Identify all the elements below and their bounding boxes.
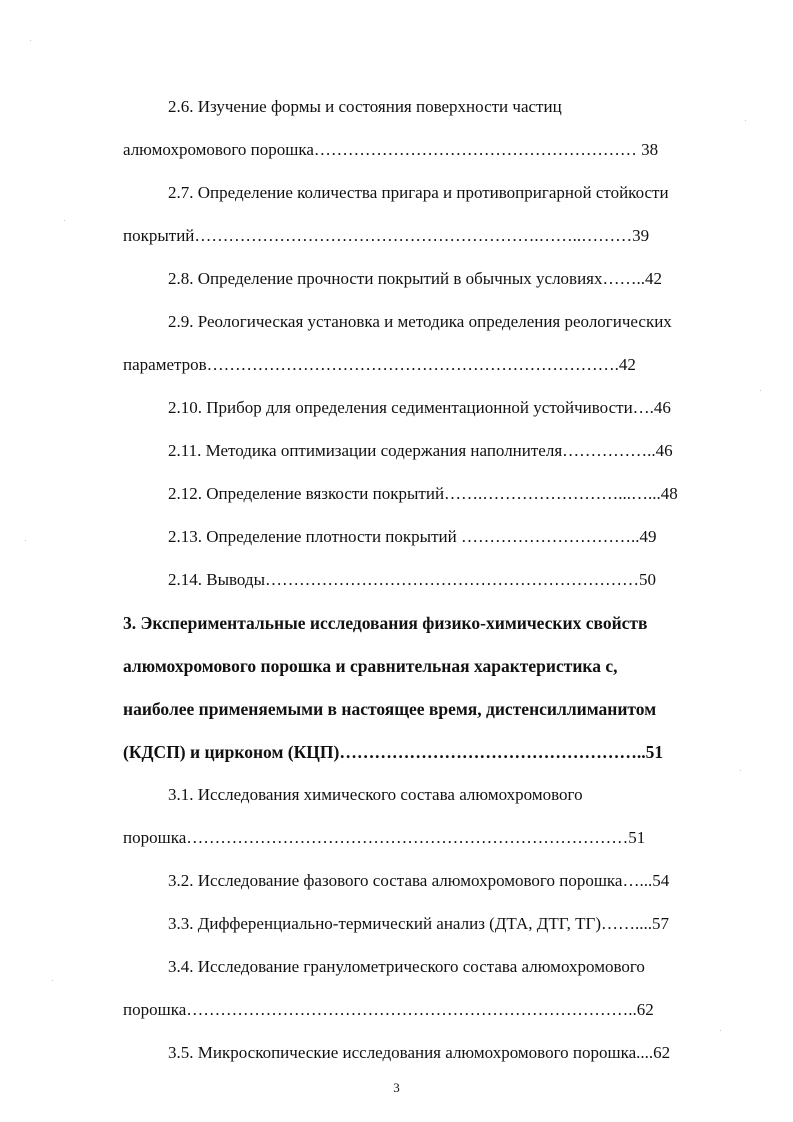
scan-speck bbox=[720, 1030, 721, 1031]
toc-line: параметров……………………………………………………………….42 bbox=[123, 355, 636, 374]
toc-section-heading: алюмохромового порошка и сравнительная характеристика с, bbox=[123, 656, 618, 676]
scan-speck bbox=[760, 390, 761, 391]
toc-line: 2.10. Прибор для определения седиментационной устойчивости….46 bbox=[168, 398, 671, 417]
toc-line: 3.5. Микроскопические исследования алюмохромового порошка....62 bbox=[168, 1043, 671, 1062]
toc-line: 2.13. Определение плотности покрытий …………………………..49 bbox=[168, 527, 657, 546]
toc-line: алюмохромового порошка………………………………………………… 38 bbox=[123, 140, 659, 159]
toc-line: 2.7. Определение количества пригара и противопригарной стойкости bbox=[168, 183, 669, 202]
toc-line: 3.4. Исследование гранулометрического состава алюмохромового bbox=[168, 957, 645, 976]
toc-section-heading: 3. Экспериментальные исследования физико-химических свойств bbox=[123, 613, 648, 633]
toc-line: 2.14. Выводы…………………………………………………………50 bbox=[168, 570, 657, 589]
scan-speck bbox=[30, 40, 31, 41]
toc-line: 2.8. Определение прочности покрытий в обычных условиях……..42 bbox=[168, 269, 663, 288]
scan-speck bbox=[52, 980, 53, 981]
toc-line: 2.6. Изучение формы и состояния поверхности частиц bbox=[168, 97, 562, 116]
toc-line: порошка……………………………………………………………………..62 bbox=[123, 1000, 654, 1019]
scan-speck bbox=[25, 540, 26, 541]
toc-line: 3.1. Исследования химического состава алюмохромового bbox=[168, 785, 583, 804]
scan-speck bbox=[64, 220, 65, 221]
toc-section-heading: наиболее применяемыми в настоящее время, дистенсиллиманитом bbox=[123, 699, 657, 719]
toc-line: порошка……………………………………………………………………51 bbox=[123, 828, 646, 847]
scan-speck bbox=[745, 120, 746, 121]
toc-line: 3.3. Дифференциально-термический анализ (ДТА, ДТГ, ТГ)……....57 bbox=[168, 914, 670, 933]
toc-line: 3.2. Исследование фазового состава алюмохромового порошка…...54 bbox=[168, 871, 670, 890]
scan-speck bbox=[740, 770, 741, 771]
toc-line: 2.12. Определение вязкости покрытий…….……………………...…...48 bbox=[168, 484, 678, 503]
toc-line: 2.11. Методика оптимизации содержания наполнителя……………..46 bbox=[168, 441, 673, 460]
toc-section-heading: (КДСП) и цирконом (КЦП)……………………………………………..51 bbox=[123, 742, 664, 762]
page-number: 3 bbox=[393, 1080, 400, 1095]
toc-line: покрытий…………………………………………………….……..………39 bbox=[123, 226, 650, 245]
toc-line: 2.9. Реологическая установка и методика определения реологических bbox=[168, 312, 672, 331]
